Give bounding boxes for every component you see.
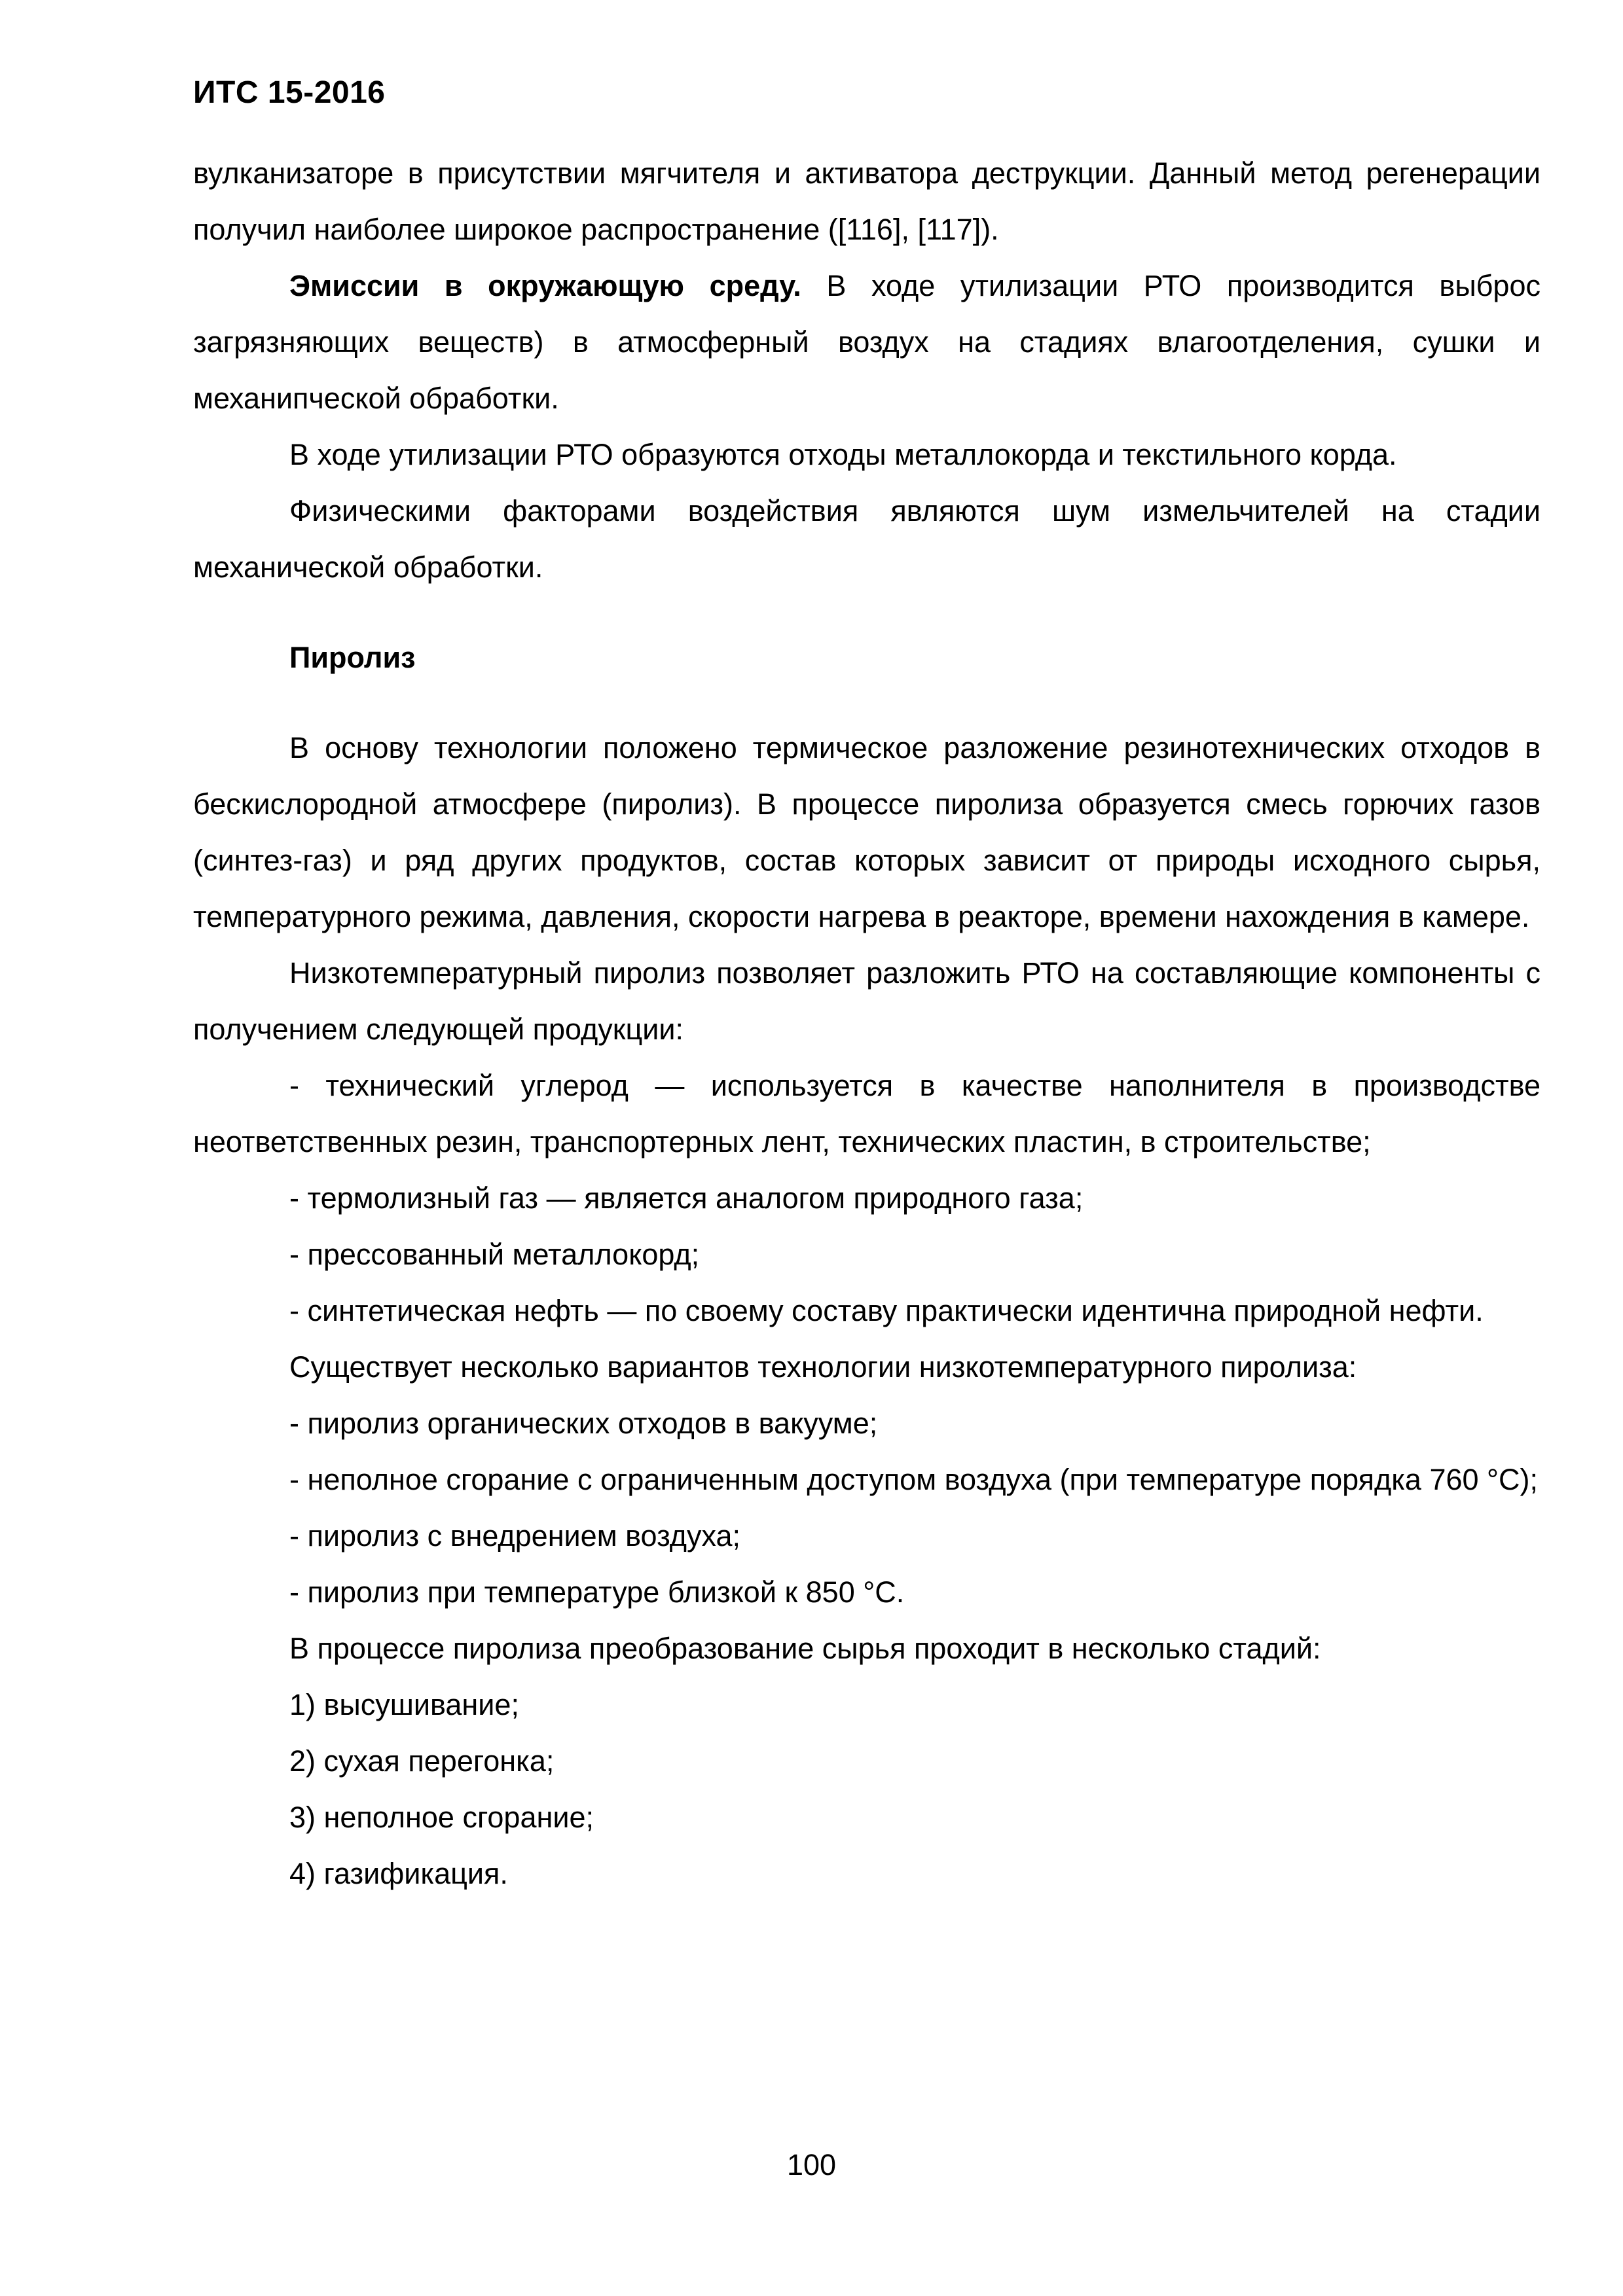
list-item-product: - термолизный газ — является аналогом природного газа; (289, 1181, 1084, 1215)
paragraph-variants-intro: Существует несколько вариантов технологии низкотемпературного пиролиза: (289, 1350, 1357, 1384)
document-code-header: ИТС 15-2016 (193, 75, 386, 110)
list-item-variant: - пиролиз органических отходов в вакууме; (289, 1407, 878, 1440)
paragraph-emissions (193, 258, 1541, 427)
paragraph-physical-factors: Физическими факторами воздействия являются шум измельчителей на стадии механической обработки. (193, 494, 1541, 584)
page-body (193, 145, 1541, 1902)
list-item-product: - прессованный металлокорд; (289, 1238, 700, 1271)
list-item-stage: 1) высушивание; (289, 1688, 519, 1721)
page-number: 100 (786, 2148, 837, 2181)
list-item-product: - синтетическая нефть — по своему составу практически идентична природной нефти. (289, 1294, 1484, 1327)
section-title-pyrolysis: Пиролиз (289, 641, 416, 674)
list-item-stage: 3) неполное сгорание; (289, 1801, 594, 1834)
paragraph-regeneration-end: вулканизаторе в присутствии мягчителя и активатора деструкции. Данный метод регенерации получил наиболее широкое распространение ([116], [117]). (193, 156, 1541, 246)
paragraph-stages-intro: В процессе пиролиза преобразование сырья проходит в несколько стадий: (289, 1632, 1321, 1665)
paragraph-waste: В ходе утилизации РТО образуются отходы металлокорда и текстильного корда. (289, 438, 1397, 471)
list-item-variant: - пиролиз с внедрением воздуха; (289, 1519, 740, 1552)
section-spacer (193, 686, 1541, 720)
emissions-lead: Эмиссии в окружающую среду. (289, 269, 801, 302)
list-item-product: - технический углерод — используется в качестве наполнителя в производстве неответственных резин, транспортерных лент, технических пластин, в строительстве; (193, 1069, 1541, 1158)
paragraph-low-temp-pyrolysis: Низкотемпературный пиролиз позволяет разложить РТО на составляющие компоненты с получением следующей продукции: (193, 956, 1541, 1046)
list-item-stage: 2) сухая перегонка; (289, 1744, 555, 1778)
emissions-text: В ходе утилизации РТО производится выброс загрязняющих веществ) в атмосферный воздух на стадиях влагоотделения, сушки и механипческой обработки. (193, 269, 1541, 415)
list-item-variant: - неполное сгорание с ограниченным доступом воздуха (при температуре порядка 760 °С); (289, 1463, 1539, 1496)
paragraph-pyrolysis-basis: В основу технологии положено термическое разложение резинотехнических отходов в бескислородной атмосфере (пиролиз). В процессе пиролиза образуется смесь горючих газов (синтез-газ) и ряд других продуктов, состав которых зависит от природы исходного сырья, температурного режима, давления, скорости нагрева в реакторе, времени нахождения в камере. (193, 731, 1541, 933)
list-item-variant: - пиролиз при температуре близкой к 850 °С. (289, 1575, 905, 1609)
list-item-stage: 4) газификация. (289, 1857, 508, 1890)
